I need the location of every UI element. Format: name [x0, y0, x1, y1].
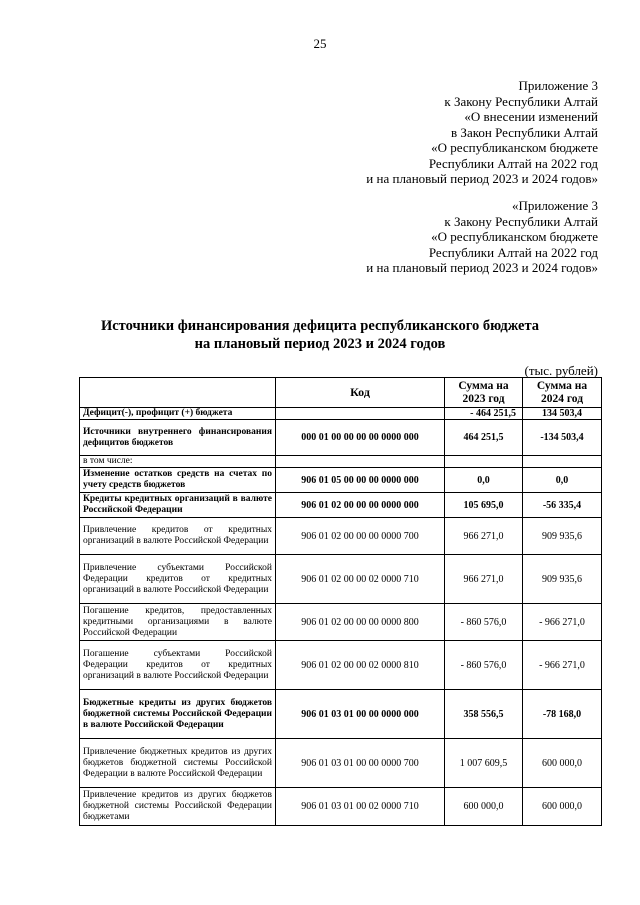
document-title: [0, 317, 640, 353]
row-name: Изменение остатков средств на счетах по учету средств бюджетов: [80, 468, 276, 493]
row-name: Привлечение кредитов из других бюджетов бюджетной системы Российской Федерации бюджетами: [80, 788, 276, 826]
row-value-2023: 0,0: [445, 468, 523, 493]
row-value-2024: 909 935,6: [523, 518, 602, 555]
financing-sources-table: [79, 377, 602, 826]
row-code: 906 01 03 01 00 00 0000 700: [276, 739, 445, 788]
row-code: 906 01 02 00 00 02 0000 710: [276, 555, 445, 604]
row-name: Привлечение бюджетных кредитов из других бюджетов бюджетной системы Российской Федерации в валюте Российской Федерации: [80, 739, 276, 788]
row-value-2024: 909 935,6: [523, 555, 602, 604]
header-name: [80, 378, 276, 408]
appendix-line: «О республиканском бюджете: [431, 140, 598, 155]
row-value-2024: -78 168,0: [523, 690, 602, 739]
row-value-2024: 600 000,0: [523, 739, 602, 788]
row-name: Привлечение кредитов от кредитных организаций в валюте Российской Федерации: [80, 518, 276, 555]
row-name: Источники внутреннего финансирования дефицитов бюджетов: [80, 420, 276, 456]
row-name: Погашение субъектами Российской Федерации кредитов от кредитных организаций в валюте Российской Федерации: [80, 641, 276, 690]
appendix-line: «О внесении изменений: [464, 109, 598, 124]
row-value-2024: - 966 271,0: [523, 604, 602, 641]
header-sum-2023: [445, 378, 523, 408]
table-row: [80, 604, 602, 641]
table-row: [80, 468, 602, 493]
row-value-2024: 134 503,4: [523, 408, 602, 420]
row-value-2024: - 966 271,0: [523, 641, 602, 690]
appendix-header: [366, 78, 598, 187]
appendix-line: к Закону Республики Алтай: [444, 213, 598, 229]
row-code: 000 01 00 00 00 00 0000 000: [276, 420, 445, 456]
row-value-2023: 105 695,0: [445, 493, 523, 518]
table-row: [80, 690, 602, 739]
table-row: [80, 456, 602, 468]
table-row: [80, 788, 602, 826]
row-value-2023: 358 556,5: [445, 690, 523, 739]
row-code: 906 01 05 00 00 00 0000 000: [276, 468, 445, 493]
row-value-2023: - 860 576,0: [445, 604, 523, 641]
row-value-2023: 966 271,0: [445, 555, 523, 604]
row-code: 906 01 03 01 00 00 0000 000: [276, 690, 445, 739]
table-row: [80, 493, 602, 518]
row-code: 906 01 02 00 00 00 0000 800: [276, 604, 445, 641]
header-sum-2024: [523, 378, 602, 408]
appendix-line: и на плановый период 2023 и 2024 годов»: [366, 260, 598, 275]
row-name: Привлечение субъектами Российской Федерации кредитов от кредитных организаций в валюте Российской Федерации: [80, 555, 276, 604]
header-code: Код: [276, 378, 445, 408]
appendix-line: «О республиканском бюджете: [431, 229, 598, 244]
row-value-2023: - 464 251,5: [445, 408, 523, 420]
title-line-2: на плановый период 2023 и 2024 годов: [194, 336, 446, 352]
row-code: [276, 408, 445, 420]
row-name: в том числе:: [80, 456, 276, 468]
table-row: [80, 408, 602, 420]
row-value-2024: -56 335,4: [523, 493, 602, 518]
row-code: 906 01 02 00 00 02 0000 810: [276, 641, 445, 690]
row-value-2023: 966 271,0: [445, 518, 523, 555]
table-header-row: [80, 378, 602, 408]
units-label: (тыс. рублей): [524, 363, 598, 378]
appendix-line: «Приложение 3: [511, 198, 598, 213]
row-value-2024: [523, 456, 602, 468]
table-row: [80, 555, 602, 604]
row-value-2023: 1 007 609,5: [445, 739, 523, 788]
table-row: [80, 739, 602, 788]
appendix-line: Приложение 3: [518, 78, 598, 93]
row-value-2023: - 860 576,0: [445, 641, 523, 690]
row-code: [276, 456, 445, 468]
appendix-line: Республики Алтай на 2022 год: [428, 155, 598, 171]
row-value-2024: -134 503,4: [523, 420, 602, 456]
row-code: 906 01 03 01 00 02 0000 710: [276, 788, 445, 826]
header-sum-2023-line1: Сумма на: [458, 379, 509, 392]
row-value-2023: 464 251,5: [445, 420, 523, 456]
page-number: 25: [313, 36, 327, 51]
row-name: Кредиты кредитных организаций в валюте Российской Федерации: [80, 493, 276, 518]
table-row: [80, 420, 602, 456]
appendix-line: в Закон Республики Алтай: [451, 124, 598, 140]
row-code: 906 01 02 00 00 00 0000 000: [276, 493, 445, 518]
header-sum-2024-line2: 2024 год: [540, 392, 584, 405]
row-value-2023: 600 000,0: [445, 788, 523, 826]
row-name: Дефицит(-), профицит (+) бюджета: [80, 408, 276, 420]
title-line-1: Источники финансирования дефицита республиканского бюджета: [100, 318, 540, 334]
row-value-2024: 0,0: [523, 468, 602, 493]
header-sum-2024-line1: Сумма на: [536, 379, 588, 392]
row-code: 906 01 02 00 00 00 0000 700: [276, 518, 445, 555]
row-value-2023: [445, 456, 523, 468]
row-value-2024: 600 000,0: [523, 788, 602, 826]
table-row: [80, 641, 602, 690]
appendix-original: [366, 198, 598, 276]
row-name: Бюджетные кредиты из других бюджетов бюджетной системы Российской Федерации в валюте Российской Федерации: [80, 690, 276, 739]
row-name: Погашение кредитов, предоставленных кредитными организациями в валюте Российской Федерации: [80, 604, 276, 641]
header-sum-2023-line2: 2023 год: [462, 392, 505, 405]
appendix-line: Республики Алтай на 2022 год: [428, 244, 598, 260]
appendix-line: и на плановый период 2023 и 2024 годов»: [366, 171, 598, 186]
table-row: [80, 518, 602, 555]
appendix-line: к Закону Республики Алтай: [444, 93, 598, 109]
